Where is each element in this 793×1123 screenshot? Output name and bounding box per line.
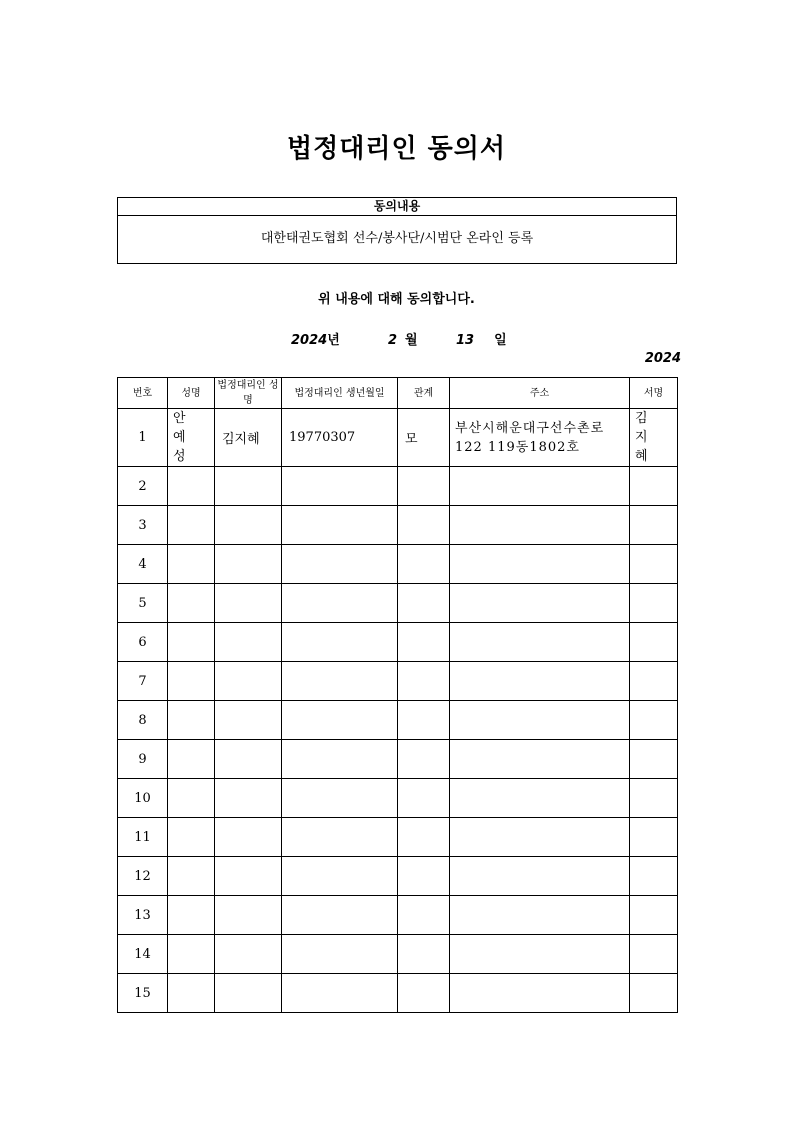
cell-address: [450, 506, 630, 545]
cell-guardian-name: [215, 935, 282, 974]
table-row: [118, 779, 678, 818]
cell-address: [450, 935, 630, 974]
cell-relation: [398, 701, 450, 740]
cell-relation: [398, 857, 450, 896]
cell-no: 9: [118, 740, 168, 779]
cell-guardian-birth: [282, 896, 398, 935]
date-year: [291, 329, 340, 348]
cell-address: [450, 545, 630, 584]
date-month: [388, 329, 418, 348]
cell-no: 5: [118, 584, 168, 623]
cell-name: [168, 974, 215, 1013]
consent-box: [117, 197, 677, 264]
cell-signature: [630, 896, 678, 935]
date-month-unit: 월: [405, 333, 418, 348]
cell-signature: 김 지 혜: [630, 409, 678, 467]
cell-guardian-birth: [282, 662, 398, 701]
cell-address: [450, 740, 630, 779]
cell-address: [450, 701, 630, 740]
cell-guardian-birth: [282, 701, 398, 740]
cell-no: 14: [118, 935, 168, 974]
guardian-table: [117, 377, 678, 1013]
cell-guardian-birth: [282, 740, 398, 779]
cell-address: [450, 662, 630, 701]
cell-no: 15: [118, 974, 168, 1013]
cell-guardian-birth: [282, 818, 398, 857]
date-day-unit: 일: [494, 333, 507, 348]
cell-relation: [398, 545, 450, 584]
cell-name: [168, 545, 215, 584]
header-relation: 관계: [398, 378, 450, 409]
cell-address: [450, 467, 630, 506]
cell-signature: [630, 818, 678, 857]
header-signature: 서명: [630, 378, 678, 409]
cell-guardian-name: [215, 779, 282, 818]
cell-guardian-birth: [282, 467, 398, 506]
table-row: [118, 857, 678, 896]
cell-no: 11: [118, 818, 168, 857]
table-header-row: [118, 378, 678, 409]
cell-name: [168, 467, 215, 506]
cell-guardian-birth: [282, 545, 398, 584]
table-row: [118, 896, 678, 935]
cell-address: [450, 896, 630, 935]
cell-signature: [630, 740, 678, 779]
cell-relation: [398, 740, 450, 779]
cell-guardian-birth: [282, 584, 398, 623]
cell-no: 13: [118, 896, 168, 935]
cell-signature: [630, 584, 678, 623]
cell-address: [450, 974, 630, 1013]
cell-guardian-name: [215, 623, 282, 662]
cell-address: [450, 857, 630, 896]
cell-no: 8: [118, 701, 168, 740]
cell-name: [168, 740, 215, 779]
date-month-value: 2: [388, 333, 398, 348]
cell-relation: [398, 818, 450, 857]
cell-name: [168, 623, 215, 662]
cell-relation: [398, 779, 450, 818]
cell-name: [168, 779, 215, 818]
cell-guardian-name: [215, 584, 282, 623]
cell-signature: [630, 701, 678, 740]
table-row: [118, 506, 678, 545]
cell-relation: [398, 623, 450, 662]
cell-guardian-birth: [282, 506, 398, 545]
cell-no: 2: [118, 467, 168, 506]
table-row: [118, 701, 678, 740]
cell-guardian-name: [215, 662, 282, 701]
table-row: [118, 584, 678, 623]
cell-signature: [630, 545, 678, 584]
cell-relation: 모: [398, 409, 450, 467]
cell-address: [450, 584, 630, 623]
table-row: [118, 974, 678, 1013]
cell-signature: [630, 662, 678, 701]
cell-guardian-birth: [282, 935, 398, 974]
cell-address: [450, 818, 630, 857]
cell-guardian-name: 김지혜: [215, 409, 282, 467]
cell-no: 6: [118, 623, 168, 662]
cell-signature: [630, 779, 678, 818]
cell-guardian-birth: 19770307: [282, 409, 398, 467]
table-row: [118, 545, 678, 584]
cell-no: 10: [118, 779, 168, 818]
cell-guardian-name: [215, 974, 282, 1013]
date-year-value: 2024: [291, 333, 328, 348]
cell-relation: [398, 974, 450, 1013]
table-row: [118, 818, 678, 857]
cell-signature: [630, 623, 678, 662]
header-name: 성명: [168, 378, 215, 409]
cell-address: [450, 623, 630, 662]
table-row: [118, 623, 678, 662]
cell-no: 3: [118, 506, 168, 545]
cell-no: 1: [118, 409, 168, 467]
cell-address: 부산시해운대구선수촌로 122 119동1802호: [450, 409, 630, 467]
cell-no: 4: [118, 545, 168, 584]
cell-guardian-name: [215, 818, 282, 857]
cell-guardian-name: [215, 857, 282, 896]
cell-relation: [398, 896, 450, 935]
cell-name: [168, 935, 215, 974]
cell-name: [168, 662, 215, 701]
cell-address: [450, 779, 630, 818]
cell-signature: [630, 857, 678, 896]
agree-statement: 위 내용에 대해 동의합니다.: [318, 292, 475, 307]
table-row: [118, 409, 678, 467]
consent-body: 대한태권도협회 선수/봉사단/시범단 온라인 등록: [260, 231, 534, 246]
cell-relation: [398, 662, 450, 701]
date-year-unit: 년: [327, 333, 340, 348]
cell-relation: [398, 584, 450, 623]
table-row: [118, 467, 678, 506]
cell-guardian-name: [215, 896, 282, 935]
cell-guardian-name: [215, 740, 282, 779]
cell-no: 12: [118, 857, 168, 896]
cell-name: 안 예 성: [168, 409, 215, 467]
cell-name: [168, 701, 215, 740]
header-address: 주소: [450, 378, 630, 409]
table-row: [118, 935, 678, 974]
cell-relation: [398, 506, 450, 545]
date-day-value: 13: [456, 333, 475, 348]
cell-guardian-birth: [282, 623, 398, 662]
cell-guardian-name: [215, 467, 282, 506]
cell-signature: [630, 506, 678, 545]
page-title: 법정대리인 동의서: [287, 134, 506, 164]
cell-name: [168, 584, 215, 623]
cell-signature: [630, 974, 678, 1013]
consent-heading: 동의내용: [118, 198, 676, 216]
cell-guardian-name: [215, 701, 282, 740]
cell-signature: [630, 467, 678, 506]
year-right: 2024: [644, 351, 681, 366]
date-day: [456, 329, 507, 348]
cell-relation: [398, 935, 450, 974]
cell-name: [168, 818, 215, 857]
table-row: [118, 740, 678, 779]
table-row: [118, 662, 678, 701]
cell-signature: [630, 935, 678, 974]
header-guardian-name: 법정대리인 성명: [215, 378, 282, 409]
cell-name: [168, 506, 215, 545]
header-no: 번호: [118, 378, 168, 409]
cell-guardian-birth: [282, 974, 398, 1013]
cell-relation: [398, 467, 450, 506]
cell-guardian-name: [215, 506, 282, 545]
cell-guardian-birth: [282, 779, 398, 818]
cell-guardian-name: [215, 545, 282, 584]
cell-no: 7: [118, 662, 168, 701]
cell-guardian-birth: [282, 857, 398, 896]
cell-name: [168, 896, 215, 935]
cell-name: [168, 857, 215, 896]
header-guardian-birth: 법정대리인 생년월일: [282, 378, 398, 409]
